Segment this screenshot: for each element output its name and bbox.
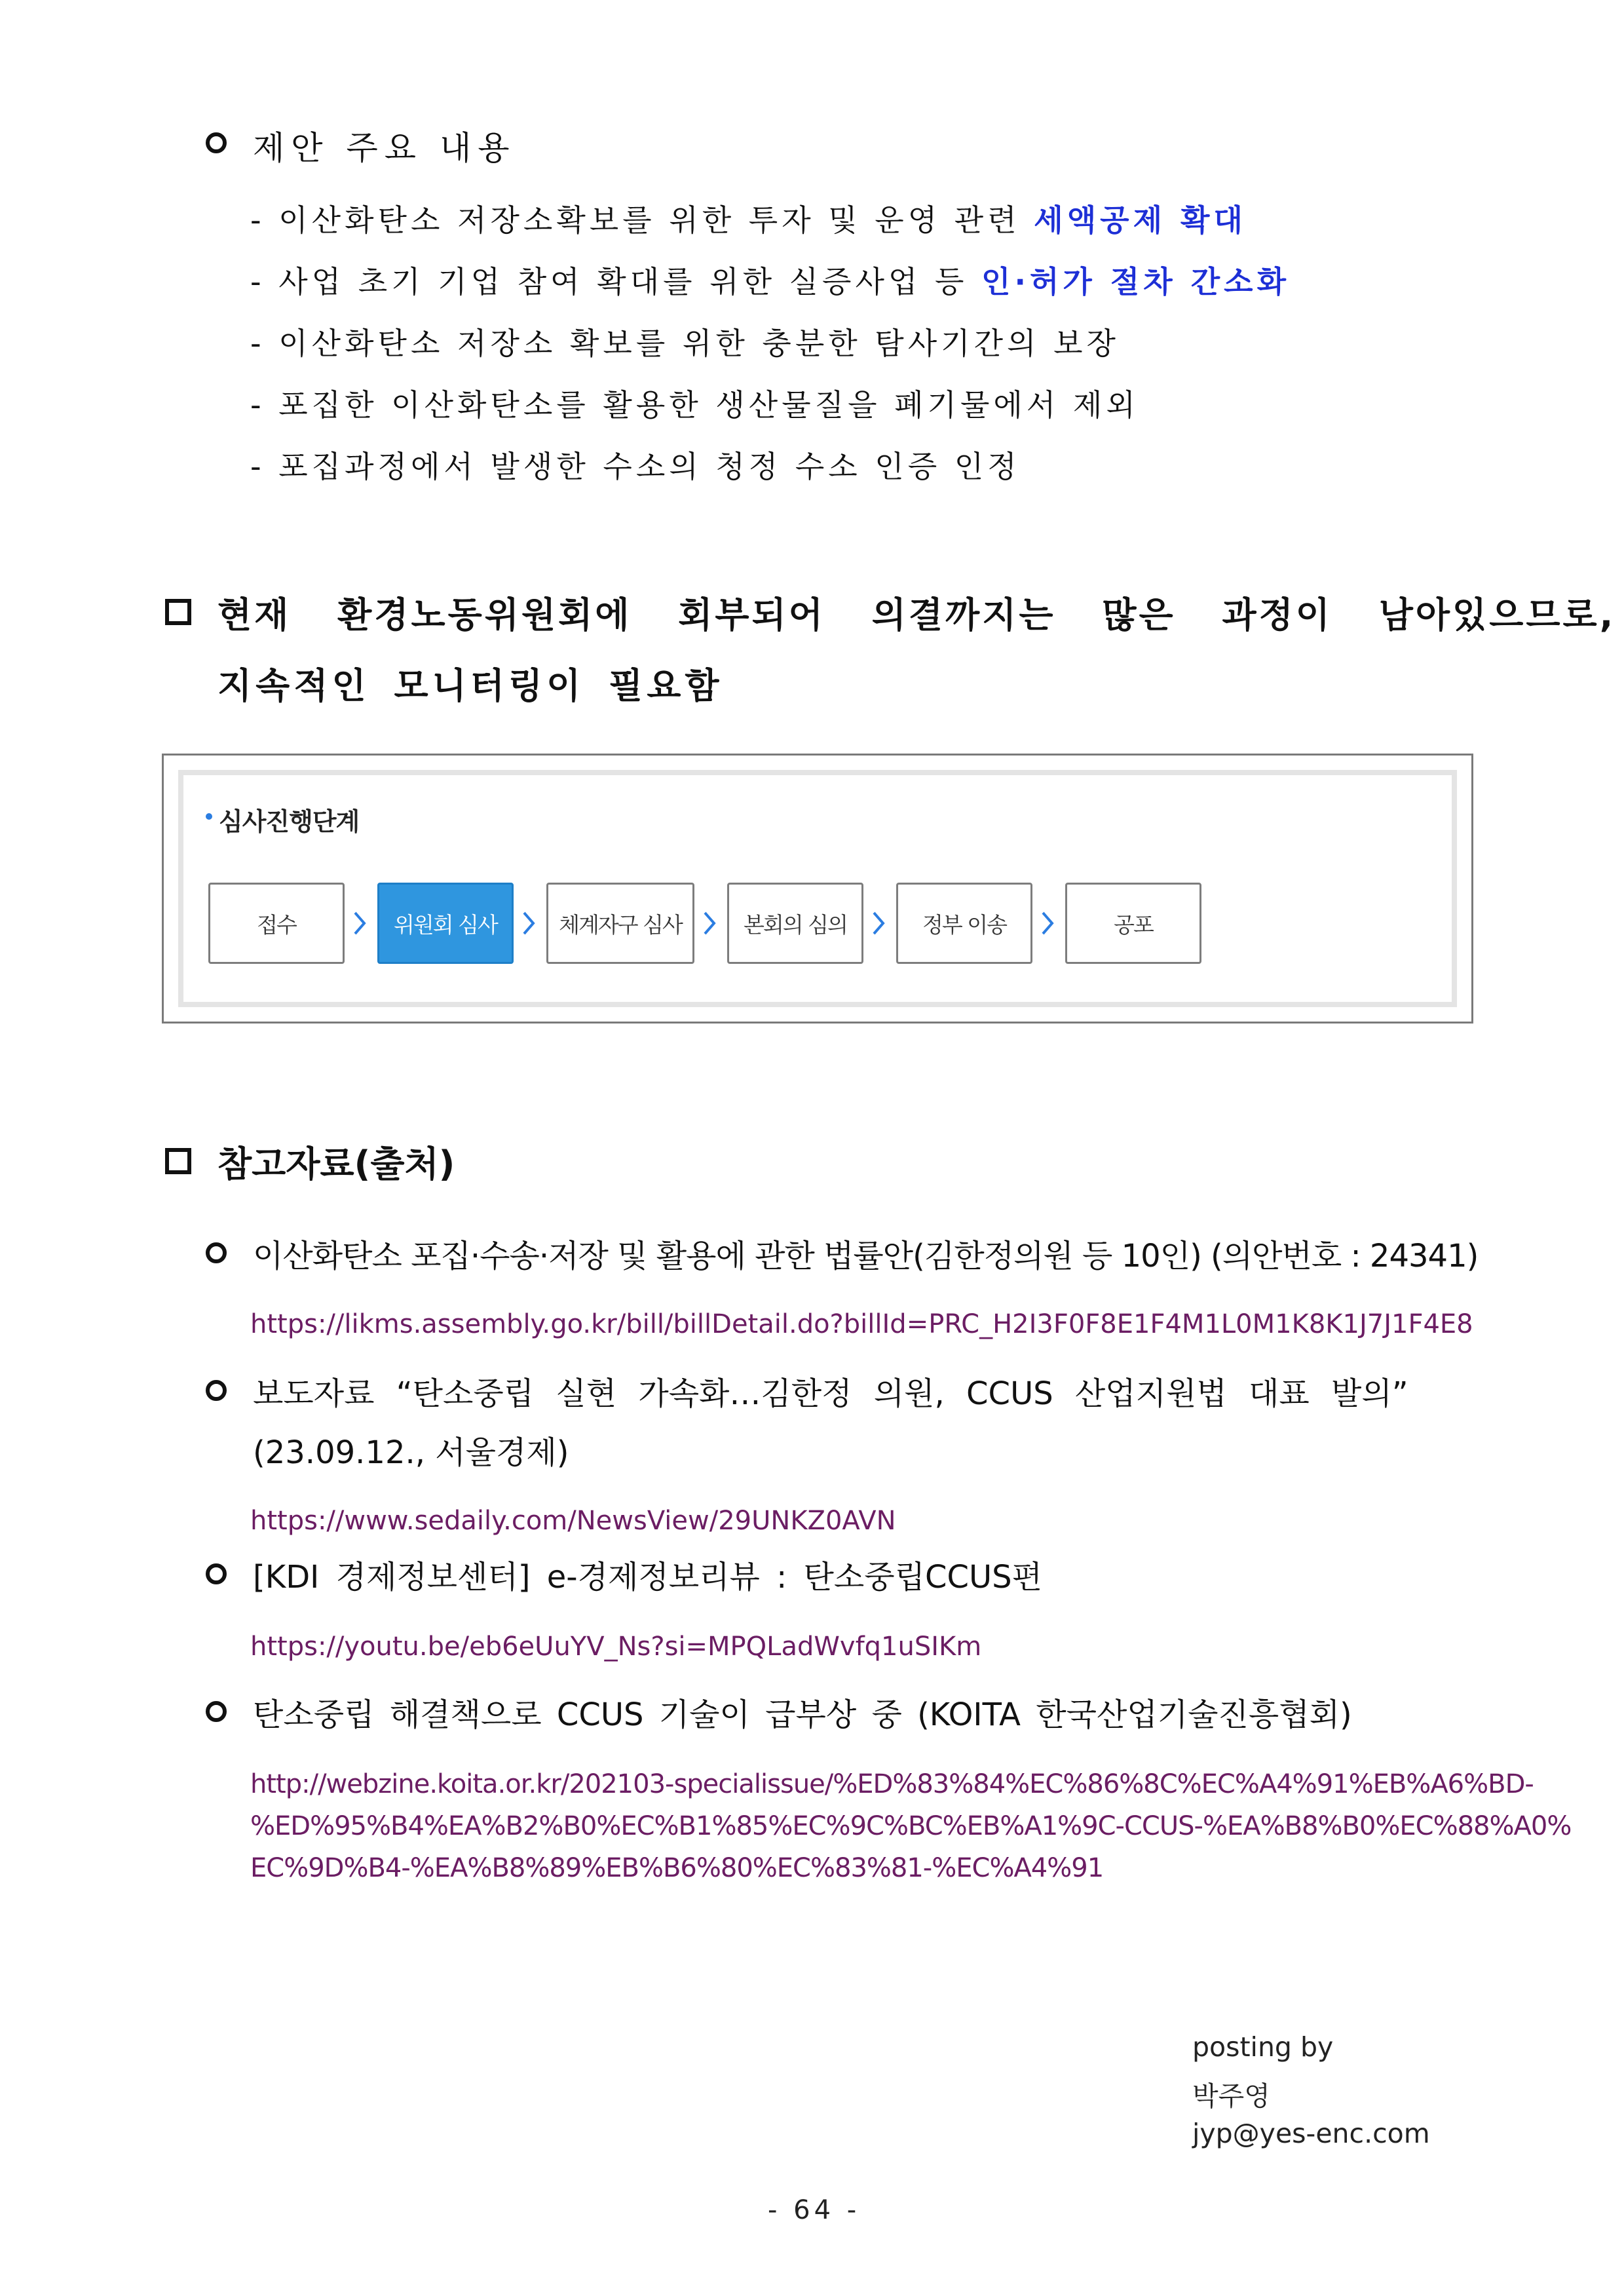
proposal-title: 제안 주요 내용 — [253, 129, 516, 167]
square-bullet-icon — [165, 599, 191, 625]
status-heading-line1: 현재 환경노동위원회에 회부되어 의결까지는 많은 과정이 남아있으므로, — [217, 594, 1616, 636]
process-figure — [162, 754, 1473, 1024]
proposal-item-text: - 사업 초기 기업 참여 확대를 위한 실증사업 등 — [250, 264, 982, 299]
step-promulgation: 공포 — [1065, 883, 1201, 964]
reference-link-continued[interactable]: EC%9D%B4-%EA%B8%89%EB%B6%80%EC%83%81-%EC%A4%91 — [250, 1853, 1104, 1883]
chevron-right-icon — [702, 910, 717, 936]
bullet-dot-icon — [206, 813, 212, 820]
circle-bullet-icon — [206, 1242, 227, 1263]
reference-text: [KDI 경제정보센터] e-경제정보리뷰 : 탄소중립CCUS편 — [253, 1559, 1042, 1596]
posting-author: 박주영 — [1192, 2080, 1270, 2112]
process-panel — [178, 770, 1457, 1007]
circle-bullet-icon — [206, 1701, 227, 1722]
chevron-right-icon — [521, 910, 536, 936]
step-legal-review: 체계자구 심사 — [546, 883, 694, 964]
posting-email[interactable]: jyp@yes-enc.com — [1192, 2118, 1430, 2149]
proposal-item — [250, 258, 1290, 301]
chevron-right-icon — [1040, 910, 1055, 936]
step-committee-review: 위원회 심사 — [377, 883, 514, 964]
proposal-item: - 포집과정에서 발생한 수소의 청정 수소 인증 인정 — [250, 449, 1021, 484]
proposal-item: - 이산화탄소 저장소 확보를 위한 충분한 탐사기간의 보장 — [250, 326, 1120, 361]
step-received: 접수 — [208, 883, 345, 964]
circle-bullet-icon — [206, 132, 227, 153]
square-bullet-icon — [165, 1148, 191, 1174]
references-title: 참고자료(출처) — [217, 1143, 455, 1185]
status-heading-line2: 지속적인 모니터링이 필요함 — [217, 665, 723, 706]
reference-text: 보도자료 “탄소중립 실현 가속화…김한정 의원, CCUS 산업지원법 대표 발의” — [253, 1375, 1408, 1412]
reference-text: 탄소중립 해결책으로 CCUS 기술이 급부상 중 (KOITA 한국산업기술진흥협회) — [253, 1696, 1352, 1733]
step-plenary: 본회의 심의 — [727, 883, 863, 964]
reference-link[interactable]: https://www.sedaily.com/NewsView/29UNKZ0AVN — [250, 1506, 896, 1536]
reference-link[interactable]: https://likms.assembly.go.kr/bill/billDetail.do?billId=PRC_H2I3F0F8E1F4M1L0M1K8K1J7J1F4E8 — [250, 1309, 1473, 1339]
proposal-item-text: - 이산화탄소 저장소확보를 위한 투자 및 운영 관련 — [250, 202, 1034, 238]
step-government-transfer: 정부 이송 — [896, 883, 1032, 964]
page-number: - 64 - — [768, 2195, 861, 2225]
reference-text-continued: (23.09.12., 서울경제) — [253, 1434, 569, 1471]
circle-bullet-icon — [206, 1563, 227, 1584]
reference-link[interactable]: https://youtu.be/eb6eUuYV_Ns?si=MPQLadWvfq1uSIKm — [250, 1632, 982, 1662]
reference-link[interactable]: http://webzine.koita.or.kr/202103-specialissue/%ED%83%84%EC%86%8C%EC%A4%91%EB%A6%BD- — [250, 1769, 1534, 1799]
proposal-item — [250, 197, 1247, 240]
proposal-item-highlight: 세액공제 확대 — [1034, 202, 1247, 238]
proposal-item: - 포집한 이산화탄소를 활용한 생산물질을 폐기물에서 제외 — [250, 387, 1139, 423]
chevron-right-icon — [352, 910, 367, 936]
chevron-right-icon — [871, 910, 886, 936]
process-title: 심사진행단계 — [219, 807, 360, 836]
reference-text: 이산화탄소 포집·수송·저장 및 활용에 관한 법률안(김한정의원 등 10인) (의안번호 : 24341) — [253, 1238, 1479, 1274]
posting-label: posting by — [1192, 2031, 1334, 2063]
circle-bullet-icon — [206, 1380, 227, 1401]
proposal-item-highlight: 인·허가 절차 간소화 — [981, 264, 1291, 299]
reference-link-continued[interactable]: %ED%95%B4%EA%B2%B0%EC%B1%85%EC%9C%BC%EB%A1%9C-CCUS-%EA%B8%B0%EC%88%A0% — [250, 1811, 1572, 1841]
